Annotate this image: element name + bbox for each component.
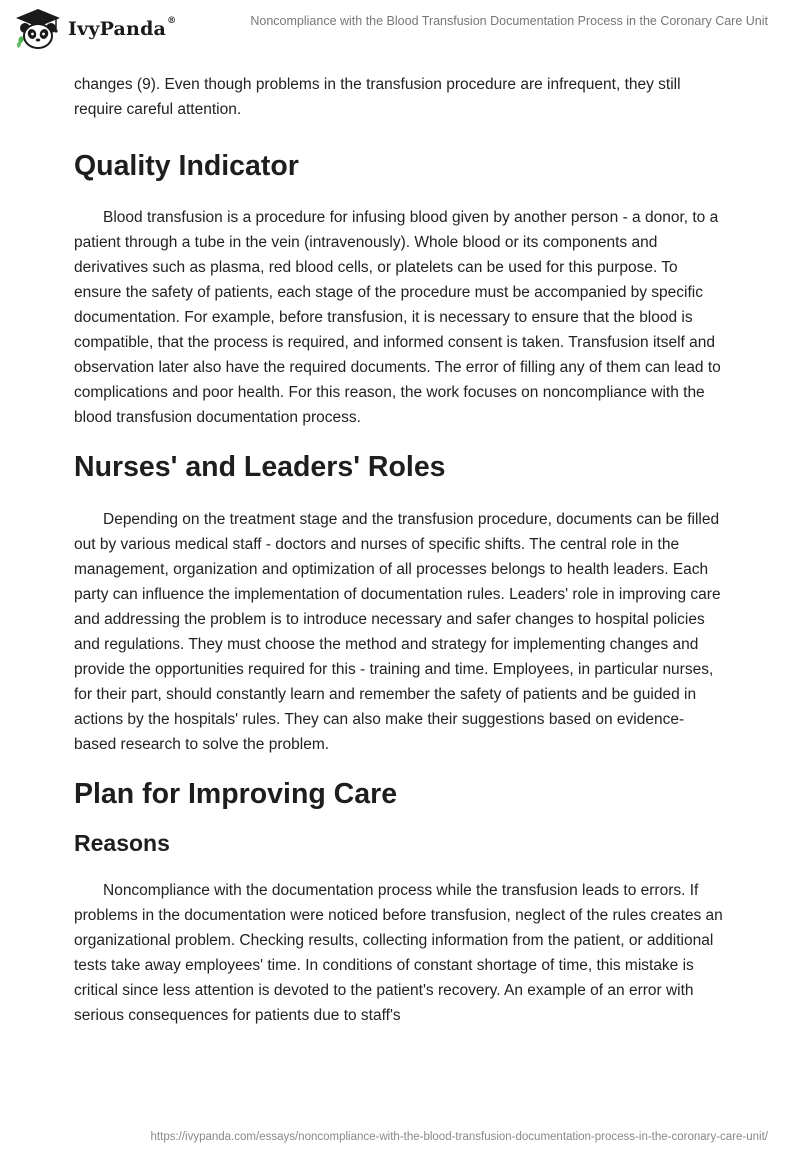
- subheading-reasons: Reasons: [74, 830, 170, 856]
- source-url[interactable]: https://ivypanda.com/essays/noncompliance-with-the-blood-transfusion-documentation-process-in-the-coronary-care-unit/: [150, 1131, 768, 1143]
- page-header: [0, 0, 800, 60]
- intro-paragraph: changes (9). Even though problems in the transfusion procedure are infrequent, they still require careful attention.: [74, 76, 681, 118]
- quality-indicator-paragraph: Blood transfusion is a procedure for infusing blood given by another person - a donor, to a patient through a tube in the vein (intravenously). Whole blood or its components and derivatives such as plasma, red blood cells, or platelets can be used for this purpose. To ensure the safety of patients, each stage of the procedure must be accompanied by specific documentation. For example, before transfusion, it is necessary to ensure that the blood is compatible, that the process is required, and informed consent is taken. Transfusion itself and observation later also have the required documents. The error of filling any of them can lead to complications and poor health. For this reason, the work focuses on noncompliance with the blood transfusion documentation process.: [74, 209, 721, 426]
- heading-plan-improving-care: Plan for Improving Care: [74, 778, 398, 810]
- roles-paragraph: Depending on the treatment stage and the transfusion procedure, documents can be filled out by various medical staff - doctors and nurses of specific shifts. The central role in the management, organization and optimization of all processes belongs to health leaders. Each party can influence the implementation of documentation rules. Leaders' role in improving care and addressing the problem is to introduce necessary and safer changes to hospital policies and regulations. They must choose the method and strategy for implementing changes and provide the opportunities required for this - training and time. Employees, in particular nurses, for their part, should constantly learn and remember the safety of patients and be guided in actions by the hospitals' rules. They can also make their suggestions based on evidence-based research to solve the problem.: [74, 511, 721, 753]
- heading-quality-indicator: Quality Indicator: [74, 150, 299, 182]
- essay-body: [74, 72, 724, 1028]
- logo-wordmark: IvyPanda®: [68, 16, 177, 40]
- ivypanda-logo[interactable]: [14, 8, 176, 50]
- heading-nurses-leaders-roles: Nurses' and Leaders' Roles: [74, 451, 446, 483]
- document-title: Noncompliance with the Blood Transfusion Documentation Process in the Coronary Care Unit: [250, 14, 768, 28]
- reasons-paragraph: Noncompliance with the documentation process while the transfusion leads to errors. If problems in the documentation were noticed before transfusion, neglect of the rules creates an organizational problem. Checking results, collecting information from the patient, or additional tests take away employees' time. In conditions of constant shortage of time, this mistake is critical since less attention is devoted to the patient's recovery. An example of an error with serious consequences for patients due to staff's: [74, 882, 723, 1024]
- panda-graduate-icon: [14, 8, 62, 50]
